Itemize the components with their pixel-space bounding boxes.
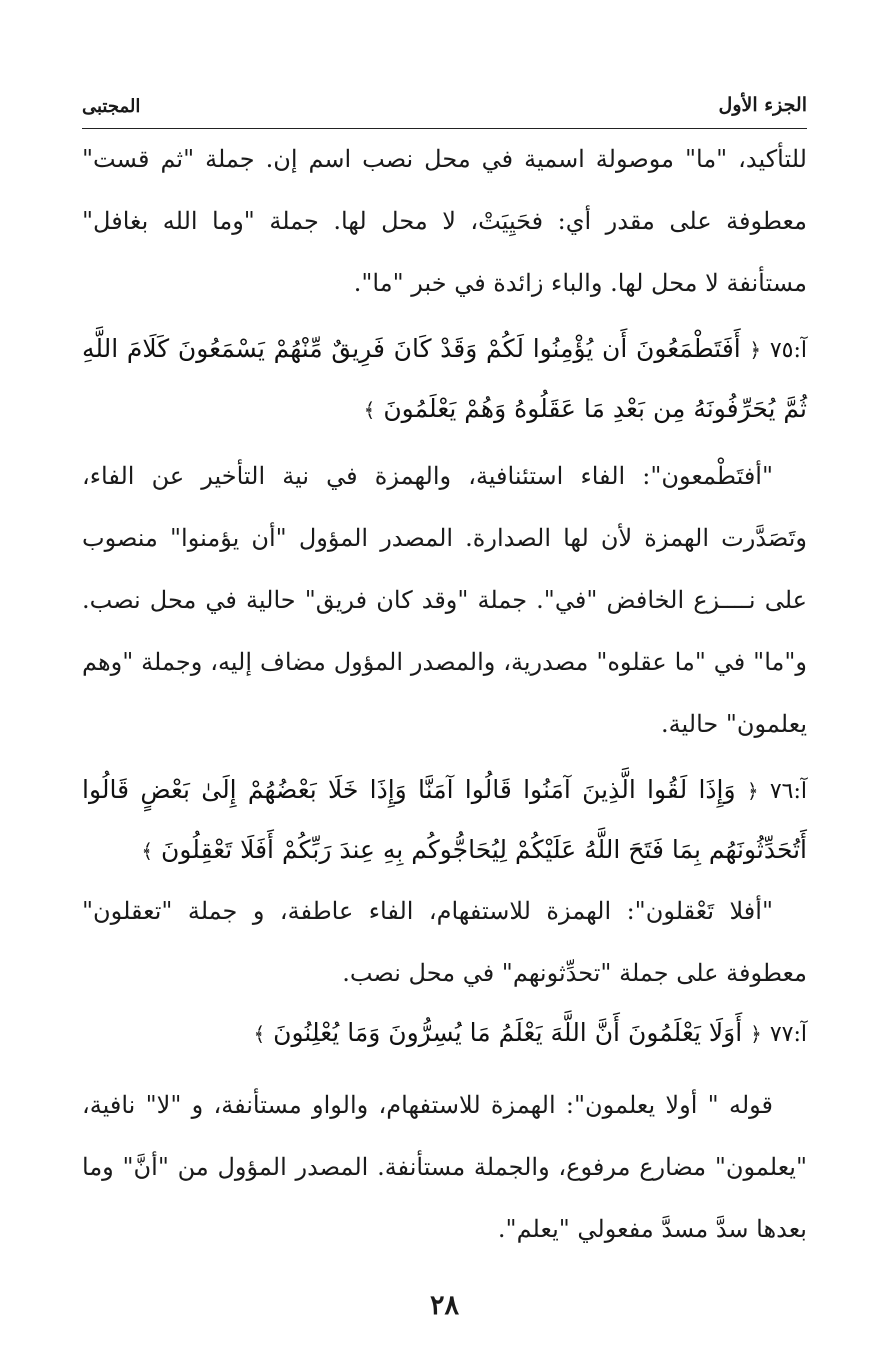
verse-77-ref: آ:٧٧ [769,1022,807,1047]
verse-close-bracket: ﴾ [141,839,154,863]
verse-close-bracket: ﴾ [363,398,376,422]
book-title: المجتبى [82,96,141,117]
paragraph-3: "أفلا تَعْقلون": الهمزة للاستفهام، الفاء عاطفة، و جملة "تعقلون" معطوفة على جملة "تحدِّثونهم" في محل نصب. [82,897,807,987]
paragraph-1: للتأكيد، "ما" موصولة اسمية في محل نصب اسم إن. جملة "ثم قست" معطوفة على مقدر أي: فحَيِيَتْ، لا محل لها. جملة "وما الله بغافل" مستأنفة لا محل لها. والباء زائدة في خبر "ما". [82,145,807,297]
verse-75-ref: آ:٧٥ [769,338,807,363]
verse-76-ref: آ:٧٦ [769,779,807,804]
paragraph-4: قوله " أولا يعلمون": الهمزة للاستفهام، والواو مستأنفة، و "لا" نافية، "يعلمون" مضارع مرفوع، والجملة مستأنفة. المصدر المؤول من "أنَّ" وما بعدها سدَّ مسدَّ مفعولي "يعلم". [82,1091,807,1243]
verse-open-bracket: ﴿ [746,779,759,803]
part-label: الجزء الأول [718,94,807,116]
verse-open-bracket: ﴿ [750,1022,762,1046]
verse-close-bracket: ﴾ [253,1022,266,1046]
verse-75 [82,320,807,439]
verse-75-text: أَفَتَطْمَعُونَ أَن يُؤْمِنُوا لَكُمْ وَقَدْ كَانَ فَرِيقٌ مِّنْهُمْ يَسْمَعُونَ كَلَامَ اللَّهِ ثُمَّ يُحَرِّفُونَهُ مِن بَعْدِ مَا عَقَلُوهُ وَهُمْ يَعْلَمُونَ [82,334,807,423]
verse-open-bracket: ﴿ [749,338,762,362]
main-text [82,128,807,1260]
verse-76-text: وَإِذَا لَقُوا الَّذِينَ آمَنُوا قَالُوا آمَنَّا وَإِذَا خَلَا بَعْضُهُمْ إِلَىٰ بَعْضٍ قَالُوا أَتُحَدِّثُونَهُم بِمَا فَتَحَ اللَّهُ عَلَيْكُمْ لِيُحَاجُّوكُم بِهِ عِندَ رَبِّكُمْ أَفَلَا تَعْقِلُونَ [82,775,807,864]
running-header [82,92,807,129]
paragraph-2: "أفتَطْمعون": الفاء استئنافية، والهمزة في نية التأخير عن الفاء، وتَصَدَّرت الهمزة لأن لها الصدارة. المصدر المؤول "أن يؤمنوا" منصوب على نــــزع الخافض "في". جملة "وقد كان فريق" حالية في محل نصب. و"ما" في "ما عقلوه" مصدرية، والمصدر المؤول مضاف إليه، وجملة "وهم يعلمون" حالية. [82,462,807,738]
verse-77 [82,1004,807,1064]
page-number: ٢٨ [429,1290,459,1321]
verse-76 [82,761,807,880]
verse-77-text: أَوَلَا يَعْلَمُونَ أَنَّ اللَّهَ يَعْلَمُ مَا يُسِرُّونَ وَمَا يُعْلِنُونَ [273,1018,743,1047]
